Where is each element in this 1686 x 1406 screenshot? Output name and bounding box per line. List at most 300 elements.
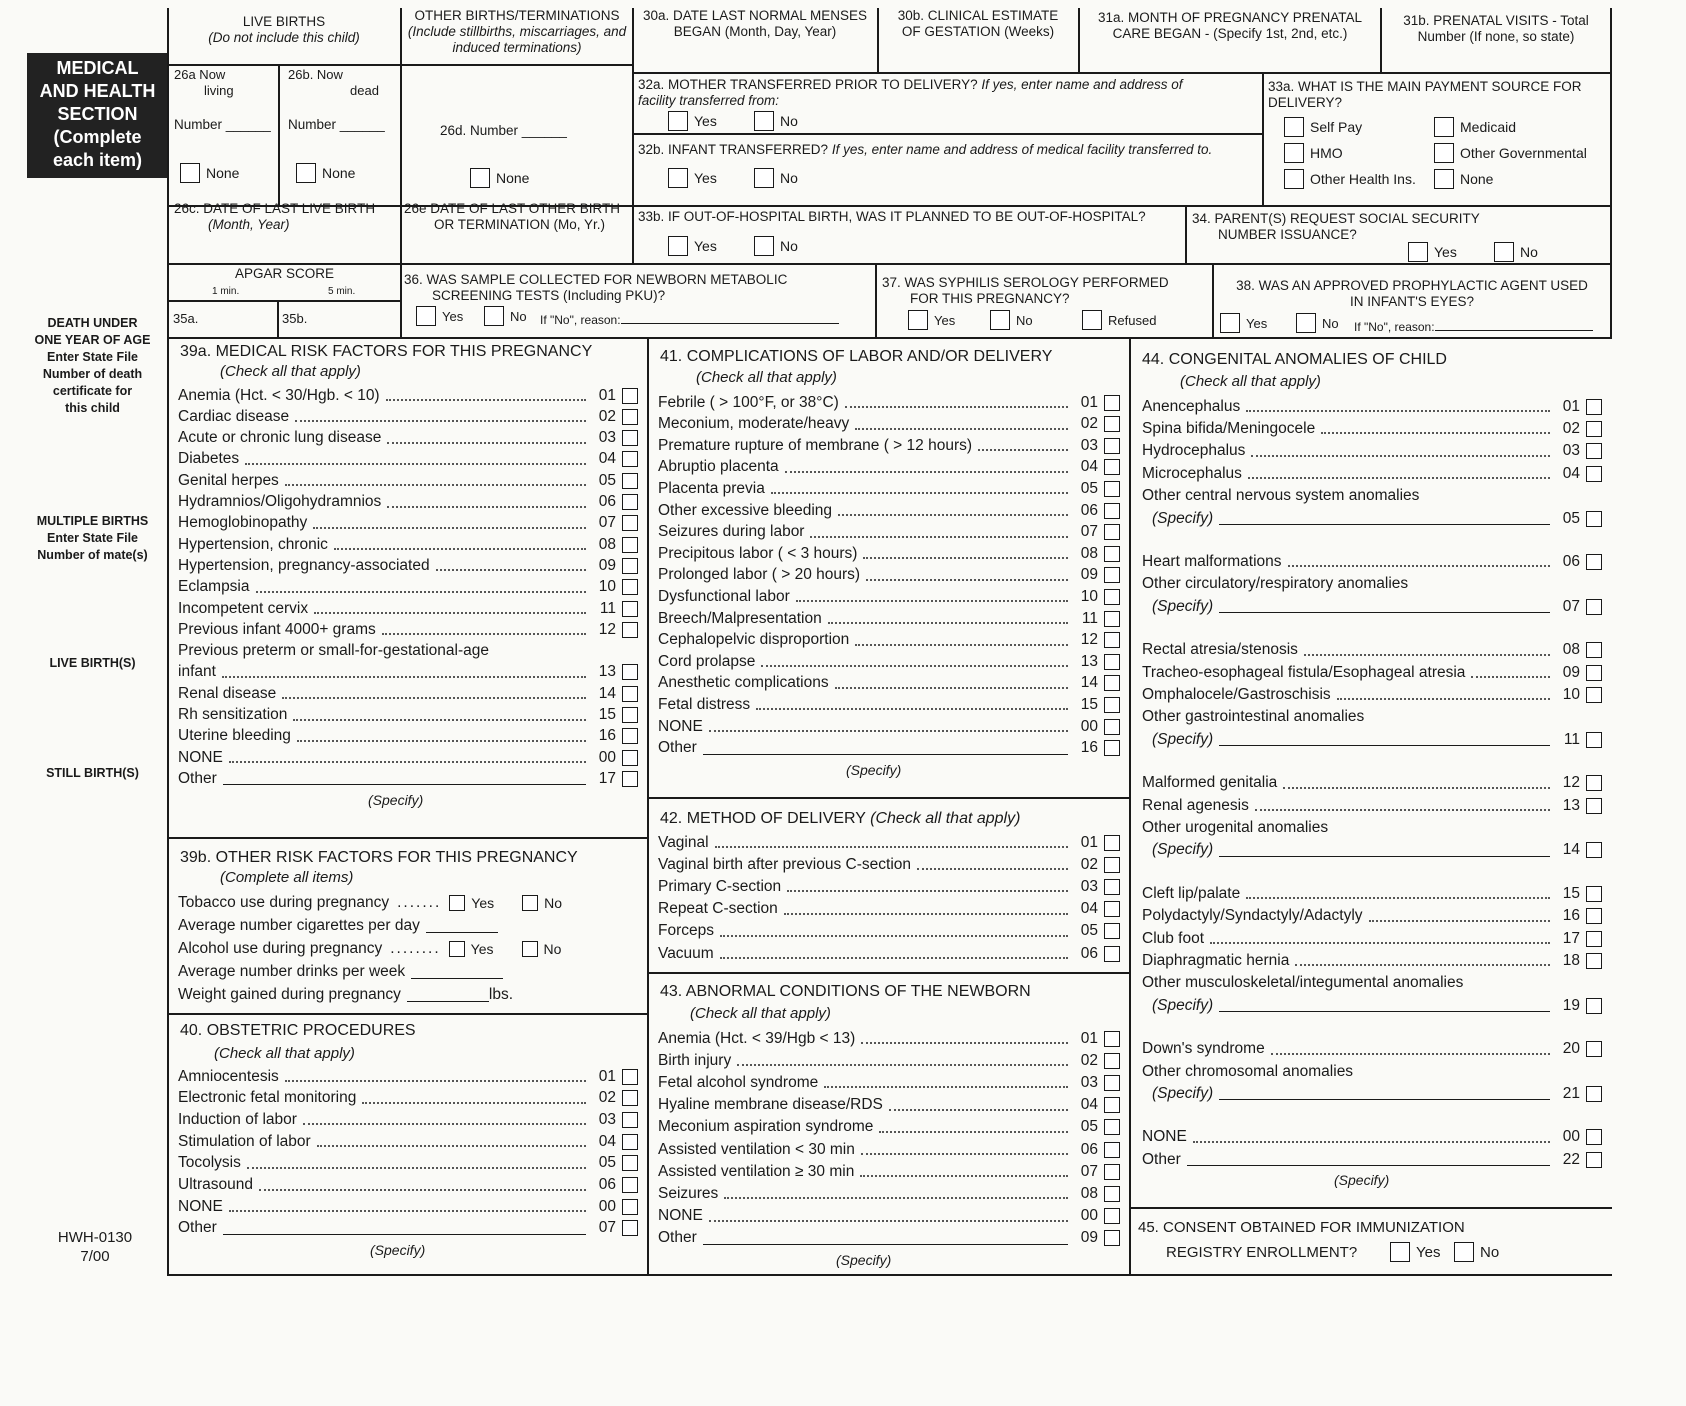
q37-yes-option[interactable] bbox=[908, 310, 955, 330]
item-code: 12 bbox=[1562, 774, 1580, 792]
q38-no-option[interactable] bbox=[1296, 313, 1339, 333]
checkbox[interactable] bbox=[622, 622, 638, 638]
leader-dots bbox=[229, 761, 586, 763]
q26d-none-option[interactable] bbox=[470, 168, 529, 188]
cigarettes-input[interactable] bbox=[426, 919, 498, 933]
checklist-row[interactable] bbox=[178, 513, 638, 534]
checkbox[interactable] bbox=[1586, 842, 1602, 858]
checkbox[interactable] bbox=[1434, 117, 1454, 137]
checklist-row[interactable] bbox=[1142, 950, 1602, 971]
checkbox[interactable] bbox=[1390, 1242, 1410, 1262]
checklist-row[interactable] bbox=[658, 876, 1120, 897]
checklist-row[interactable] bbox=[658, 1095, 1120, 1116]
checkbox[interactable] bbox=[1104, 481, 1120, 497]
grid-line bbox=[632, 8, 634, 264]
checklist-row[interactable] bbox=[658, 543, 1120, 564]
checklist-row[interactable] bbox=[178, 1088, 638, 1109]
checklist-row[interactable] bbox=[1142, 1149, 1602, 1170]
checkbox[interactable] bbox=[449, 941, 465, 957]
checklist-row[interactable] bbox=[1142, 1039, 1602, 1060]
checklist-label: Birth injury bbox=[658, 1051, 732, 1069]
checklist-row[interactable] bbox=[178, 428, 638, 449]
q26b-none-option[interactable] bbox=[296, 163, 355, 183]
checkbox[interactable] bbox=[1104, 1164, 1120, 1180]
checkbox[interactable] bbox=[622, 430, 638, 446]
q45-no-option[interactable] bbox=[1454, 1242, 1499, 1262]
checkbox[interactable] bbox=[1586, 908, 1602, 924]
checkbox[interactable] bbox=[1586, 399, 1602, 415]
checklist-row[interactable] bbox=[1142, 640, 1602, 661]
q36-yes-option[interactable] bbox=[416, 306, 463, 326]
checkbox[interactable] bbox=[1586, 1129, 1602, 1145]
checkbox[interactable] bbox=[449, 895, 465, 911]
checkbox[interactable] bbox=[1284, 117, 1304, 137]
checkbox[interactable] bbox=[622, 771, 638, 787]
checkbox[interactable] bbox=[1284, 169, 1304, 189]
section-41-subtitle: (Check all that apply) bbox=[696, 369, 837, 386]
q38-yes-option[interactable] bbox=[1220, 313, 1267, 333]
tobacco-no-option[interactable] bbox=[522, 895, 562, 911]
checklist-row[interactable] bbox=[658, 478, 1120, 499]
checkbox[interactable] bbox=[622, 388, 638, 404]
number-label: Number bbox=[174, 117, 223, 132]
checkbox[interactable] bbox=[1586, 466, 1602, 482]
grid-line bbox=[632, 72, 1612, 74]
checklist-row[interactable] bbox=[658, 1139, 1120, 1160]
q37-no-option[interactable] bbox=[990, 310, 1033, 330]
pay-hmo-option[interactable] bbox=[1284, 143, 1343, 163]
checkbox[interactable] bbox=[1586, 798, 1602, 814]
q32b-yes-option[interactable] bbox=[668, 168, 717, 188]
checklist-row[interactable] bbox=[178, 1218, 638, 1239]
yes-label: Yes bbox=[1416, 1243, 1441, 1261]
checkbox[interactable] bbox=[1104, 546, 1120, 562]
checklist-row[interactable] bbox=[1142, 396, 1602, 417]
checkbox[interactable] bbox=[622, 451, 638, 467]
checklist-row[interactable] bbox=[658, 1183, 1120, 1204]
checkbox[interactable] bbox=[1586, 1086, 1602, 1102]
checklist-row[interactable] bbox=[658, 1161, 1120, 1182]
leader-dots bbox=[282, 697, 586, 699]
checklist-row[interactable] bbox=[1142, 684, 1602, 705]
checklist-label: Amniocentesis bbox=[178, 1067, 279, 1085]
checkbox[interactable] bbox=[622, 409, 638, 425]
checklist-row[interactable] bbox=[658, 943, 1120, 964]
checkbox[interactable] bbox=[1104, 632, 1120, 648]
checklist-row[interactable] bbox=[178, 1196, 638, 1217]
checkbox[interactable] bbox=[1104, 1119, 1120, 1135]
item-code: 03 bbox=[598, 1110, 616, 1128]
q32a-no-option[interactable] bbox=[754, 111, 798, 131]
checklist-row[interactable] bbox=[178, 406, 638, 427]
item-code: 03 bbox=[598, 429, 616, 447]
checkbox[interactable] bbox=[622, 1177, 638, 1193]
other-births-header bbox=[402, 8, 632, 56]
checkbox[interactable] bbox=[622, 515, 638, 531]
checkbox[interactable] bbox=[1104, 719, 1120, 735]
q32a-italic: If yes, enter name and address of bbox=[981, 77, 1183, 92]
checkbox[interactable] bbox=[1104, 857, 1120, 873]
checklist-row[interactable] bbox=[178, 385, 638, 406]
checklist-row[interactable] bbox=[658, 651, 1120, 672]
checkbox[interactable] bbox=[1296, 313, 1316, 333]
checkbox[interactable] bbox=[622, 750, 638, 766]
fill-line[interactable] bbox=[703, 754, 1068, 755]
tobacco-row: Tobacco use during pregnancy ....... Yes No bbox=[178, 893, 563, 911]
checkbox[interactable] bbox=[1586, 443, 1602, 459]
checkbox[interactable] bbox=[1586, 886, 1602, 902]
checkbox[interactable] bbox=[1586, 732, 1602, 748]
leader-dots bbox=[222, 676, 586, 678]
checklist-row[interactable] bbox=[658, 673, 1120, 694]
checklist-row[interactable] bbox=[1152, 508, 1602, 529]
checkbox[interactable] bbox=[1586, 665, 1602, 681]
checklist-row[interactable] bbox=[658, 435, 1120, 456]
q32b-no-option[interactable] bbox=[754, 168, 798, 188]
checkbox[interactable] bbox=[754, 111, 774, 131]
checklist-row[interactable] bbox=[1152, 729, 1602, 750]
checklist-label: NONE bbox=[178, 1197, 223, 1215]
leader-dots bbox=[824, 1086, 1068, 1088]
checkbox[interactable] bbox=[1104, 1208, 1120, 1224]
checklist-row[interactable] bbox=[178, 768, 638, 789]
death-line: Enter State File bbox=[47, 350, 138, 364]
checklist-row[interactable] bbox=[658, 854, 1120, 875]
checklist-row[interactable] bbox=[178, 726, 638, 747]
checklist-label: Tocolysis bbox=[178, 1154, 241, 1172]
checklist-label: Hydrocephalus bbox=[1142, 442, 1246, 460]
checklist-row[interactable] bbox=[658, 1228, 1120, 1249]
checklist-label: Placenta previa bbox=[658, 479, 765, 497]
checkbox[interactable] bbox=[1220, 313, 1240, 333]
checkbox[interactable] bbox=[1284, 143, 1304, 163]
fill-line[interactable] bbox=[1219, 1011, 1550, 1012]
checkbox[interactable] bbox=[1104, 675, 1120, 691]
item-code: 07 bbox=[598, 1219, 616, 1237]
checkbox[interactable] bbox=[180, 163, 200, 183]
q34-yes-option[interactable] bbox=[1408, 242, 1457, 262]
checklist-row[interactable] bbox=[658, 716, 1120, 737]
checkbox[interactable] bbox=[622, 1069, 638, 1085]
q30a-subtitle: BEGAN (Month, Day, Year) bbox=[673, 24, 837, 39]
fill-line[interactable] bbox=[1219, 1099, 1550, 1100]
checkbox[interactable] bbox=[1104, 901, 1120, 917]
q30b-header bbox=[879, 8, 1077, 40]
checklist-row[interactable] bbox=[178, 534, 638, 555]
checklist-label: Heart malformations bbox=[1142, 552, 1282, 570]
checklist-row[interactable] bbox=[178, 449, 638, 470]
checklist-row[interactable] bbox=[658, 565, 1120, 586]
checkbox[interactable] bbox=[668, 236, 688, 256]
tobacco-yes-option[interactable] bbox=[449, 895, 494, 911]
checkbox[interactable] bbox=[1104, 946, 1120, 962]
checkbox[interactable] bbox=[622, 686, 638, 702]
checklist-row[interactable] bbox=[178, 662, 638, 683]
fill-line[interactable] bbox=[1219, 612, 1550, 613]
checklist-row[interactable] bbox=[658, 694, 1120, 715]
checkbox[interactable] bbox=[1454, 1242, 1474, 1262]
checkbox[interactable] bbox=[1104, 1053, 1120, 1069]
checklist-row[interactable] bbox=[1142, 906, 1602, 927]
checkbox[interactable] bbox=[1586, 1152, 1602, 1168]
checklist-label: Eclampsia bbox=[178, 578, 250, 596]
checkbox[interactable] bbox=[622, 558, 638, 574]
fill-line[interactable] bbox=[1219, 856, 1550, 857]
checkbox[interactable] bbox=[622, 728, 638, 744]
q34-no-option[interactable] bbox=[1494, 242, 1538, 262]
checkbox[interactable] bbox=[622, 1112, 638, 1128]
no-label: No bbox=[543, 940, 562, 957]
leader-dots bbox=[879, 1131, 1068, 1133]
checkbox[interactable] bbox=[470, 168, 490, 188]
checkbox[interactable] bbox=[622, 1090, 638, 1106]
checklist-row[interactable] bbox=[658, 586, 1120, 607]
checklist-row[interactable] bbox=[178, 577, 638, 598]
checkbox[interactable] bbox=[1104, 1186, 1120, 1202]
leader-dots bbox=[784, 913, 1068, 915]
checkbox[interactable] bbox=[622, 473, 638, 489]
checklist-row[interactable] bbox=[1142, 928, 1602, 949]
checklist-row[interactable] bbox=[658, 738, 1120, 759]
checkbox[interactable] bbox=[1104, 1075, 1120, 1091]
checklist-row[interactable] bbox=[1142, 1127, 1602, 1148]
q36-no-option[interactable] bbox=[484, 306, 527, 326]
checkbox[interactable] bbox=[1104, 395, 1120, 411]
multiple-births-label bbox=[20, 513, 165, 564]
checklist-row[interactable] bbox=[178, 1175, 638, 1196]
checkbox[interactable] bbox=[1104, 1097, 1120, 1113]
checklist-row[interactable] bbox=[1152, 995, 1602, 1016]
item-code: 14 bbox=[1080, 674, 1098, 692]
checklist-row[interactable] bbox=[1152, 1083, 1602, 1104]
checklist-label: Spina bifida/Meningocele bbox=[1142, 419, 1316, 437]
checklist-row[interactable] bbox=[658, 1028, 1120, 1049]
alcohol-no-option[interactable] bbox=[522, 941, 562, 957]
checklist-row[interactable] bbox=[658, 522, 1120, 543]
checklist-label: Anesthetic complications bbox=[658, 674, 829, 692]
anomaly-group-label: Other gastrointestinal anomalies bbox=[1142, 708, 1365, 726]
checklist-row[interactable] bbox=[178, 598, 638, 619]
checkbox[interactable] bbox=[1104, 697, 1120, 713]
checkbox[interactable] bbox=[622, 494, 638, 510]
item-code: 13 bbox=[598, 663, 616, 681]
checkbox[interactable] bbox=[668, 111, 688, 131]
checklist-row[interactable] bbox=[1142, 418, 1602, 439]
checkbox[interactable] bbox=[622, 1134, 638, 1150]
checkbox[interactable] bbox=[754, 236, 774, 256]
item-code: 02 bbox=[1080, 855, 1098, 873]
none-label: None bbox=[496, 170, 530, 186]
checkbox[interactable] bbox=[1104, 567, 1120, 583]
checkbox[interactable] bbox=[1104, 589, 1120, 605]
checklist-row[interactable] bbox=[1142, 441, 1602, 462]
drinks-input[interactable] bbox=[411, 965, 503, 979]
checkbox[interactable] bbox=[1104, 459, 1120, 475]
checkbox[interactable] bbox=[296, 163, 316, 183]
checklist-row[interactable] bbox=[1142, 795, 1602, 816]
checkbox[interactable] bbox=[522, 941, 538, 957]
checklist-row[interactable] bbox=[178, 492, 638, 513]
checklist-row[interactable] bbox=[178, 619, 638, 640]
q33a-title2: DELIVERY? bbox=[1268, 95, 1343, 110]
q37-refused-option[interactable] bbox=[1082, 310, 1156, 330]
pay-label: Self Pay bbox=[1310, 119, 1363, 135]
q32a-yes-option[interactable] bbox=[668, 111, 717, 131]
checklist-row[interactable] bbox=[658, 608, 1120, 629]
checkbox[interactable] bbox=[1586, 599, 1602, 615]
checkbox[interactable] bbox=[1104, 416, 1120, 432]
checkbox[interactable] bbox=[1586, 421, 1602, 437]
checkbox[interactable] bbox=[622, 579, 638, 595]
checkbox[interactable] bbox=[1104, 879, 1120, 895]
checklist-row[interactable] bbox=[658, 899, 1120, 920]
checkbox[interactable] bbox=[622, 601, 638, 617]
q26a-text: 26a Now bbox=[174, 67, 226, 82]
checkbox[interactable] bbox=[668, 168, 688, 188]
checkbox[interactable] bbox=[1586, 554, 1602, 570]
checklist-row[interactable] bbox=[178, 747, 638, 768]
checklist-row[interactable] bbox=[1142, 662, 1602, 683]
checklist-label: Assisted ventilation < 30 min bbox=[658, 1140, 855, 1158]
checkbox[interactable] bbox=[1104, 1142, 1120, 1158]
item-code: 10 bbox=[1562, 685, 1580, 703]
checklist-label: infant bbox=[178, 663, 216, 681]
checklist-label: Rh sensitization bbox=[178, 706, 288, 723]
checklist-row[interactable] bbox=[178, 1153, 638, 1174]
item-code: 05 bbox=[598, 471, 616, 489]
q26a-none-option[interactable] bbox=[180, 163, 239, 183]
checklist-label: Anemia (Hct. < 30/Hgb. < 10) bbox=[178, 386, 380, 404]
item-code: 20 bbox=[1562, 1040, 1580, 1058]
checklist-row[interactable] bbox=[658, 1206, 1120, 1227]
pay-othergov-option[interactable] bbox=[1434, 143, 1587, 163]
checklist-row[interactable] bbox=[178, 1109, 638, 1130]
q33b-yes-option[interactable] bbox=[668, 236, 717, 256]
specify-label: (Specify) bbox=[1152, 996, 1214, 1014]
checklist-row[interactable] bbox=[658, 1117, 1120, 1138]
checklist-row[interactable] bbox=[658, 1050, 1120, 1071]
checklist-row[interactable] bbox=[178, 1066, 638, 1087]
checkbox[interactable] bbox=[1104, 1230, 1120, 1246]
checkbox[interactable] bbox=[1104, 654, 1120, 670]
checklist-row[interactable] bbox=[1142, 773, 1602, 794]
checkbox[interactable] bbox=[1104, 524, 1120, 540]
checkbox[interactable] bbox=[990, 310, 1010, 330]
checkbox[interactable] bbox=[622, 1220, 638, 1236]
cigarettes-label: Average number cigarettes per day bbox=[178, 916, 420, 934]
checkbox[interactable] bbox=[1408, 242, 1428, 262]
leader-dots bbox=[247, 1167, 586, 1169]
checklist-row[interactable] bbox=[178, 470, 638, 491]
checkbox[interactable] bbox=[416, 306, 436, 326]
checkbox[interactable] bbox=[1104, 611, 1120, 627]
checklist-row[interactable] bbox=[658, 414, 1120, 435]
checkbox[interactable] bbox=[1104, 923, 1120, 939]
checkbox[interactable] bbox=[1104, 438, 1120, 454]
checkbox[interactable] bbox=[1104, 503, 1120, 519]
checklist-row[interactable] bbox=[658, 392, 1120, 413]
checklist-label: Cord prolapse bbox=[658, 652, 756, 670]
pay-otherins-option[interactable] bbox=[1284, 169, 1416, 189]
checklist-row[interactable] bbox=[178, 1131, 638, 1152]
checkbox[interactable] bbox=[622, 537, 638, 553]
alcohol-yes-option[interactable] bbox=[449, 941, 494, 957]
checklist-row[interactable] bbox=[1142, 463, 1602, 484]
checklist-row[interactable] bbox=[1142, 551, 1602, 572]
checkbox[interactable] bbox=[1104, 835, 1120, 851]
none-label: None bbox=[206, 165, 240, 181]
checkbox[interactable] bbox=[1434, 169, 1454, 189]
fill-line[interactable] bbox=[1187, 1165, 1550, 1166]
checkbox[interactable] bbox=[1586, 687, 1602, 703]
item-code: 06 bbox=[598, 1176, 616, 1193]
checkbox[interactable] bbox=[1586, 1041, 1602, 1057]
checklist-row[interactable] bbox=[658, 457, 1120, 478]
leader-dots bbox=[317, 1145, 586, 1147]
fill-line[interactable] bbox=[223, 1234, 586, 1235]
checklist-label: Premature rupture of membrane ( > 12 hours) bbox=[658, 436, 973, 454]
checkbox[interactable] bbox=[1586, 775, 1602, 791]
item-code: 15 bbox=[598, 706, 616, 723]
item-code: 01 bbox=[1080, 1029, 1098, 1047]
checkbox[interactable] bbox=[1586, 511, 1602, 527]
fill-line[interactable] bbox=[1219, 745, 1550, 746]
checkbox[interactable] bbox=[1082, 310, 1102, 330]
pay-medicaid-option[interactable] bbox=[1434, 117, 1516, 137]
fill-line[interactable] bbox=[703, 1244, 1068, 1245]
checklist-row[interactable] bbox=[658, 832, 1120, 853]
q26a-text2: living bbox=[204, 83, 234, 98]
checklist-row[interactable] bbox=[658, 630, 1120, 651]
checkbox[interactable] bbox=[1586, 642, 1602, 658]
checkbox[interactable] bbox=[1104, 740, 1120, 756]
checklist-row[interactable] bbox=[1152, 596, 1602, 617]
checkbox[interactable] bbox=[622, 707, 638, 723]
checklist-row[interactable] bbox=[178, 705, 638, 726]
item-code: 05 bbox=[1080, 922, 1098, 940]
checkbox[interactable] bbox=[1434, 143, 1454, 163]
checkbox[interactable] bbox=[622, 1199, 638, 1215]
checklist-row[interactable] bbox=[1142, 883, 1602, 904]
q33b-no-option[interactable] bbox=[754, 236, 798, 256]
checkbox[interactable] bbox=[1586, 953, 1602, 969]
checklist-row[interactable] bbox=[658, 921, 1120, 942]
checklist-row[interactable] bbox=[178, 555, 638, 576]
checkbox[interactable] bbox=[754, 168, 774, 188]
q45-yes-option[interactable] bbox=[1390, 1242, 1440, 1262]
pay-self-option[interactable] bbox=[1284, 117, 1362, 137]
checkbox[interactable] bbox=[522, 895, 538, 911]
checkbox[interactable] bbox=[1586, 998, 1602, 1014]
fill-line[interactable] bbox=[1219, 524, 1550, 525]
side-header-line: AND HEALTH bbox=[39, 81, 156, 101]
checkbox[interactable] bbox=[1586, 931, 1602, 947]
checkbox[interactable] bbox=[1494, 242, 1514, 262]
checklist-label: NONE bbox=[1142, 1128, 1187, 1146]
checkbox[interactable] bbox=[484, 306, 504, 326]
checklist-row[interactable] bbox=[1152, 840, 1602, 861]
weight-input[interactable] bbox=[407, 988, 489, 1002]
checkbox[interactable] bbox=[622, 664, 638, 680]
fill-line[interactable] bbox=[223, 784, 586, 785]
checkbox[interactable] bbox=[1104, 1031, 1120, 1047]
checklist-row[interactable] bbox=[658, 500, 1120, 521]
checkbox[interactable] bbox=[908, 310, 928, 330]
checkbox[interactable] bbox=[622, 1155, 638, 1171]
pay-none-option[interactable] bbox=[1434, 169, 1493, 189]
checklist-row[interactable] bbox=[658, 1072, 1120, 1093]
checklist-row[interactable] bbox=[178, 683, 638, 704]
